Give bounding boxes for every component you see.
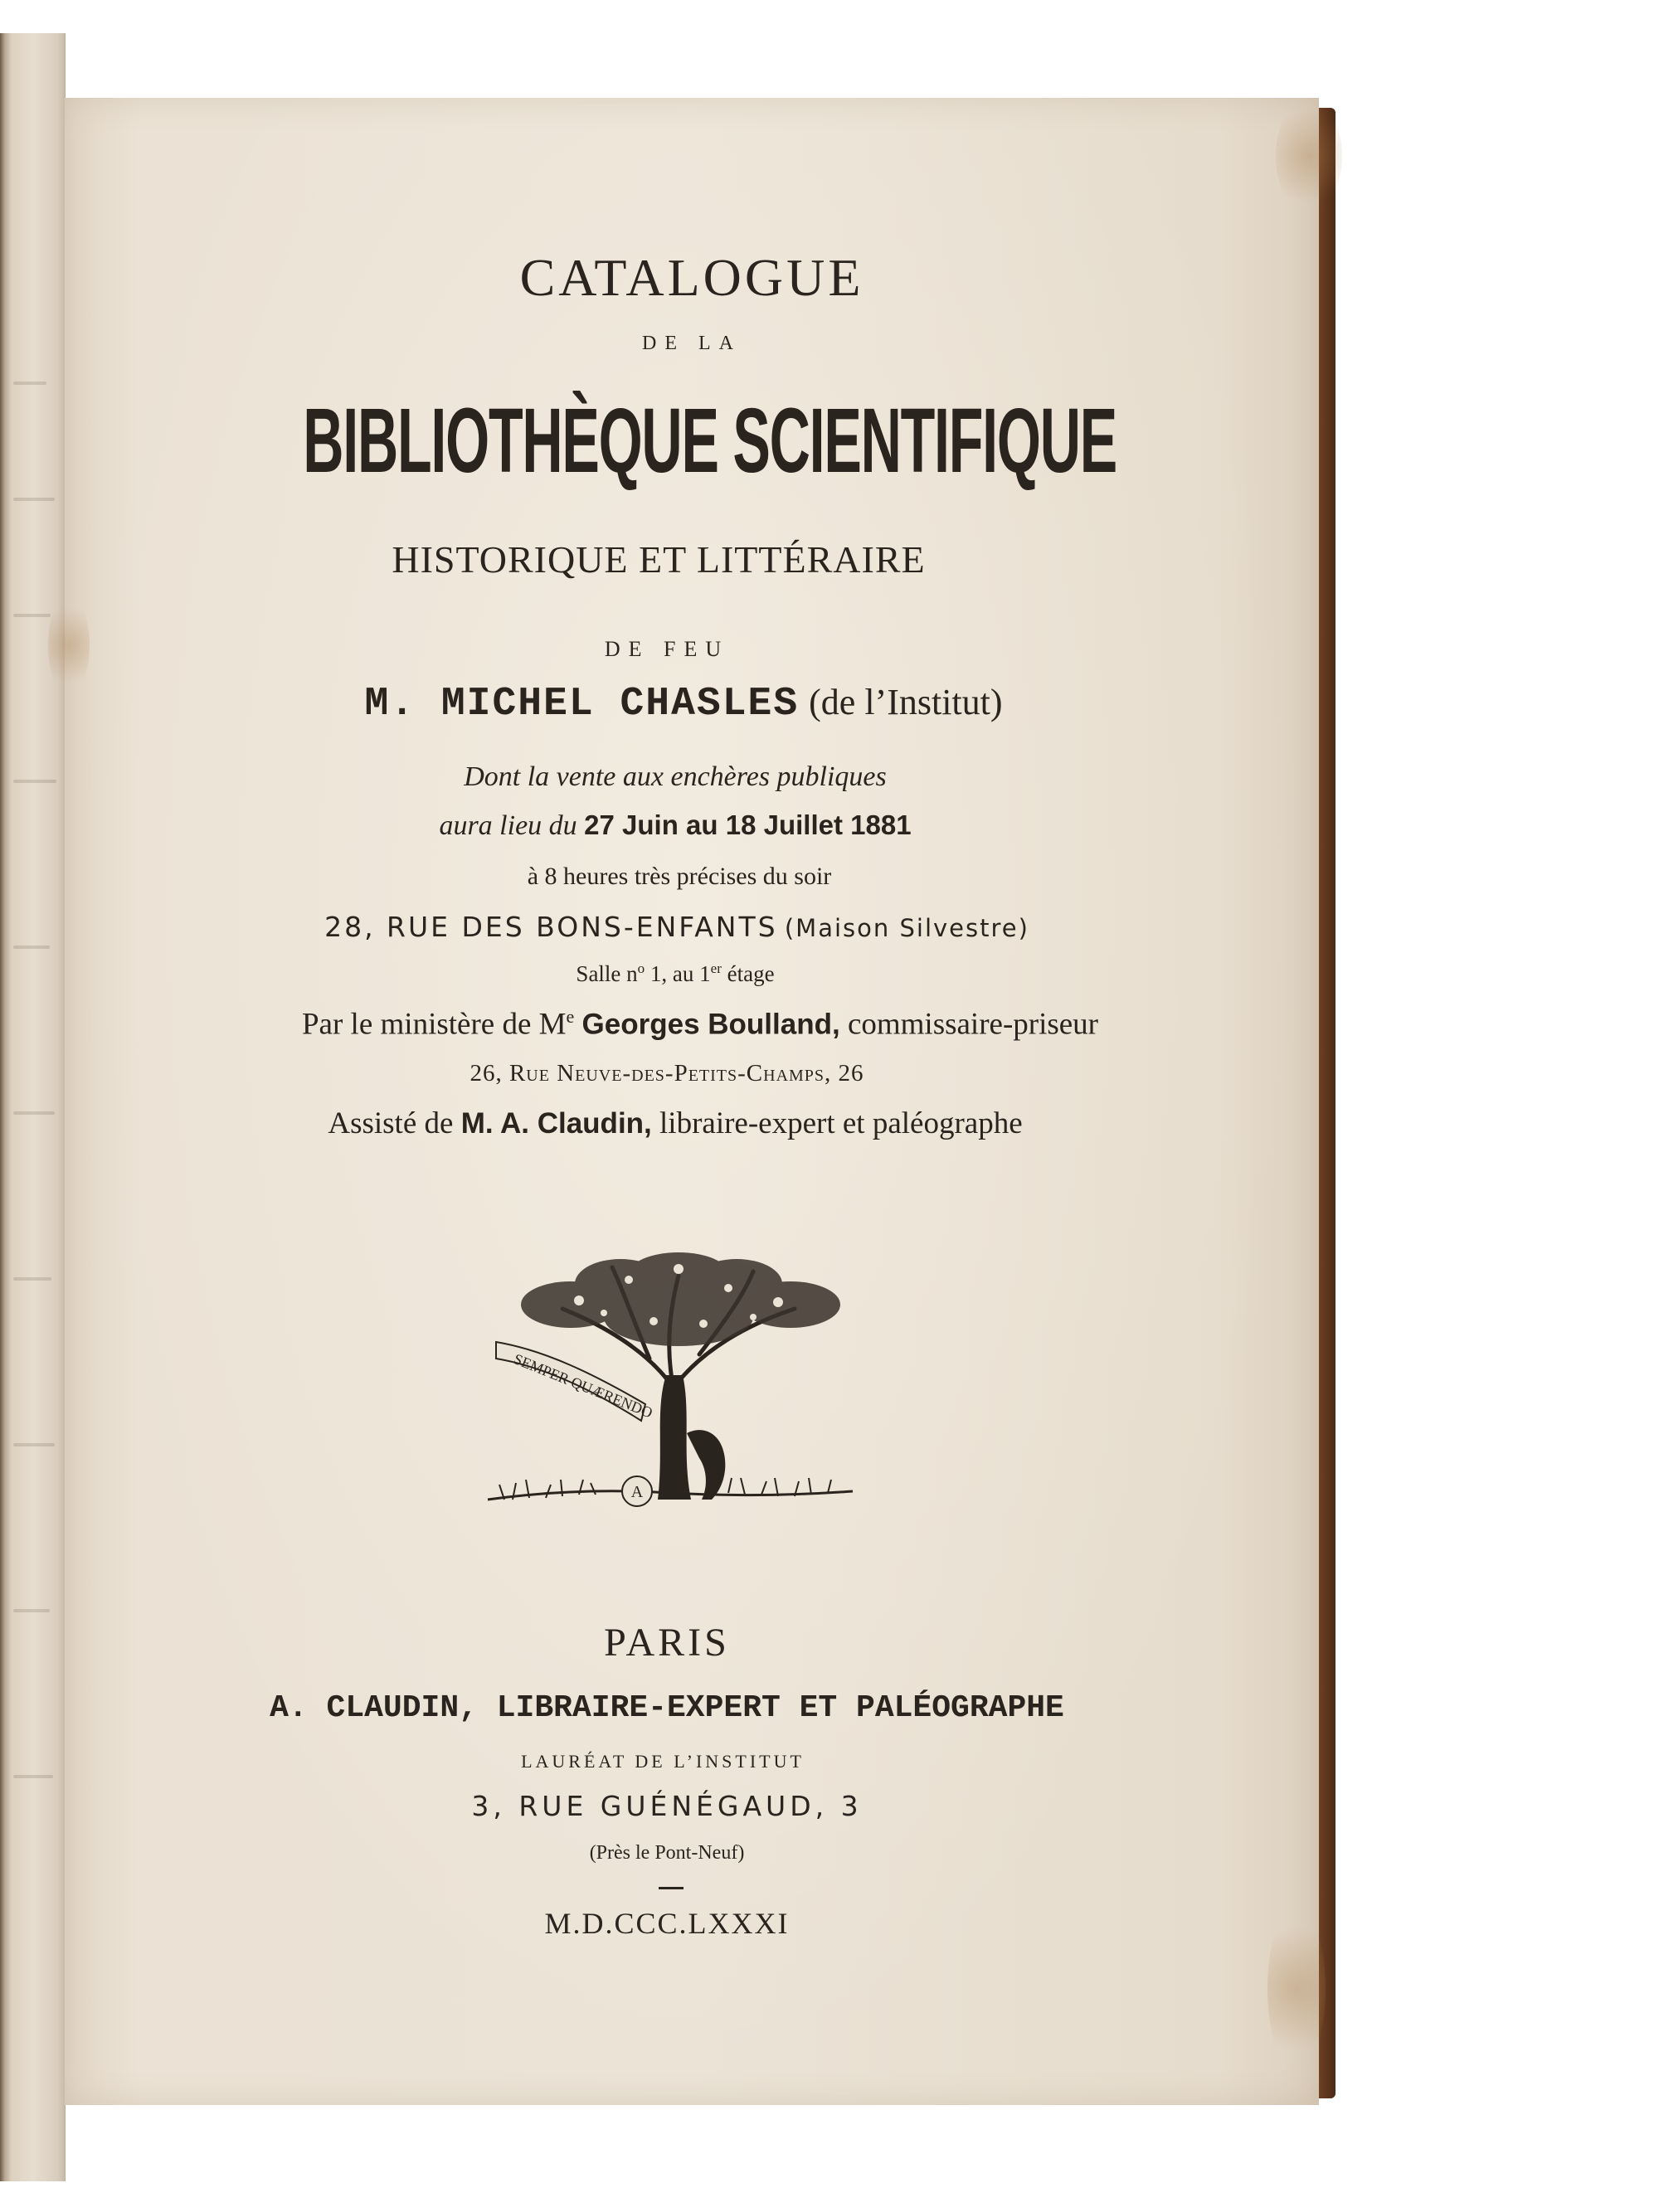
address-house: (Maison Silvestre)	[784, 914, 1029, 942]
salle-suffix: étage	[721, 961, 775, 986]
title-page	[65, 98, 1319, 2105]
left-page-text-trace	[13, 1277, 51, 1281]
subtitle: HISTORIQUE ET LITTÉRAIRE	[392, 538, 926, 581]
expert-role: libraire-expert et paléographe	[659, 1106, 1023, 1140]
left-page-text-trace	[13, 1775, 53, 1778]
printers-device-tree-icon	[479, 1251, 861, 1549]
assiste-prefix: Assisté de	[328, 1106, 454, 1140]
salle-middle: 1, au 1	[645, 961, 711, 986]
device-monogram: A	[630, 1483, 644, 1501]
salle-line	[48, 960, 1302, 987]
heading: CATALOGUE	[519, 248, 864, 307]
ministere-sup: e	[566, 1006, 575, 1027]
sale-line-2-prefix: aura lieu du	[439, 810, 577, 841]
laureat: LAURÉAT DE L’INSTITUT	[521, 1751, 805, 1772]
foxing-stain	[1276, 98, 1342, 214]
owner-line	[56, 678, 1311, 727]
sale-dates: 27 Juin au 18 Juillet 1881	[584, 809, 912, 840]
device-motto: SEMPER QUÆRENDO	[511, 1350, 655, 1422]
main-title: BIBLIOTHÈQUE SCIENTIFIQUE	[303, 390, 1117, 492]
sale-line-1: Dont la vente aux enchères publiques	[464, 761, 887, 792]
auctioneer-address: 26, Rue Neuve-des-Petits-Champs, 26	[469, 1060, 864, 1087]
salle-sup-2: er	[710, 960, 722, 976]
left-page-text-trace	[13, 1443, 55, 1446]
left-page-text-trace	[13, 614, 51, 617]
left-page-text-trace	[13, 498, 55, 501]
publisher: A. CLAUDIN, LIBRAIRE-EXPERT ET PALÉOGRAPHE	[270, 1690, 1064, 1726]
publisher-address-note: (Près le Pont-Neuf)	[589, 1842, 745, 1864]
de-feu: DE FEU	[604, 637, 730, 661]
expert-name: M. A. Claudin,	[460, 1107, 652, 1140]
owner-name: M. MICHEL CHASLES	[364, 682, 800, 727]
owner-affiliation: (de l’Institut)	[809, 682, 1003, 722]
left-page-text-trace	[13, 1609, 50, 1612]
assiste-line	[48, 1106, 1302, 1141]
ministere-prefix: Par le ministère de M	[301, 1007, 567, 1042]
sale-address	[50, 911, 1304, 944]
ministere-line	[73, 1006, 1327, 1042]
year: M.D.CCC.LXXXI	[544, 1907, 790, 1940]
left-page-text-trace	[13, 382, 46, 385]
de-la: DE LA	[642, 333, 742, 354]
left-page-text-trace	[13, 946, 50, 949]
sale-time: à 8 heures très précises du soir	[527, 863, 832, 890]
address-street: 28, RUE DES BONS-ENFANTS	[324, 911, 778, 943]
divider-rule	[659, 1887, 684, 1889]
sale-line-2	[48, 809, 1302, 842]
salle-sup-1: o	[637, 960, 645, 976]
publisher-address: 3, RUE GUÉNÉGAUD, 3	[471, 1790, 863, 1822]
auctioneer-name: Georges Boulland,	[581, 1008, 840, 1041]
auctioneer-role: commissaire-priseur	[847, 1007, 1099, 1042]
city: PARIS	[604, 1621, 730, 1665]
salle-prefix: Salle n	[576, 961, 638, 986]
